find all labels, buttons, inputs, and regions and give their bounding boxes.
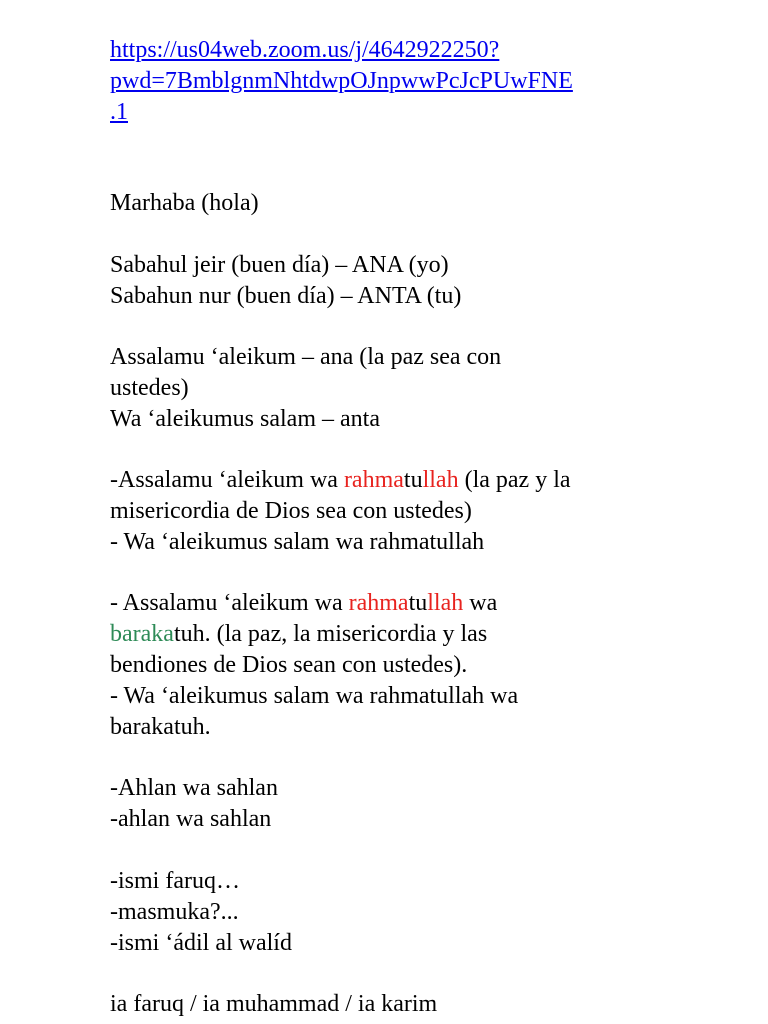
text-segment: - Assalamu ‘aleikum wa: [110, 590, 349, 616]
ismi-reply-line: -ismi ‘ádil al walíd: [110, 930, 292, 956]
highlight-llah: llah: [422, 467, 459, 493]
text-segment: tuh. (la paz, la misericordia y las: [173, 621, 488, 647]
rahma-reply-line: - Wa ‘aleikumus salam wa rahmatullah: [110, 529, 485, 555]
baraka-greeting-line-continued: [110, 619, 487, 650]
zoom-link-line-2[interactable]: pwd=7BmblgnmNhtdwpOJnpwwPcJcPUwFNE: [110, 68, 573, 94]
highlight-rahma: rahma: [348, 590, 409, 616]
highlight-llah: llah: [427, 590, 464, 616]
ahlan-reply-line: -ahlan wa sahlan: [110, 806, 272, 832]
ismi-line: -ismi faruq…: [110, 868, 240, 894]
zoom-link-line-1[interactable]: https://us04web.zoom.us/j/4642922250?: [110, 37, 500, 63]
masmuka-line: -masmuka?...: [110, 899, 239, 925]
morning-reply-line: Sabahun nur (buen día) – ANTA (tu): [110, 283, 462, 309]
salam-line-continued: ustedes): [110, 375, 189, 401]
text-segment: (la paz y la: [458, 467, 571, 493]
greeting-line: Marhaba (hola): [110, 190, 259, 216]
rahma-greeting-line: [110, 465, 571, 496]
rahma-translation-line: misericordia de Dios sea con ustedes): [110, 498, 472, 524]
ahlan-line: -Ahlan wa sahlan: [110, 775, 278, 801]
highlight-rahma: rahma: [343, 467, 404, 493]
text-segment: wa: [463, 590, 498, 616]
zoom-link-line-3[interactable]: .1: [110, 99, 128, 125]
baraka-translation-line: bendiones de Dios sean con ustedes).: [110, 652, 468, 678]
baraka-reply-line-continued: barakatuh.: [110, 714, 211, 740]
text-segment: -Assalamu ‘aleikum wa: [110, 467, 344, 493]
text-segment: tu: [408, 590, 428, 616]
names-line: ia faruq / ia muhammad / ia karim: [110, 991, 438, 1017]
highlight-baraka: baraka: [110, 621, 174, 647]
baraka-greeting-line: [110, 588, 497, 619]
text-segment: tu: [403, 467, 423, 493]
morning-greeting-line: Sabahul jeir (buen día) – ANA (yo): [110, 252, 449, 278]
salam-reply-line: Wa ‘aleikumus salam – anta: [110, 406, 380, 432]
salam-line: Assalamu ‘aleikum – ana (la paz sea con: [110, 344, 502, 370]
baraka-reply-line: - Wa ‘aleikumus salam wa rahmatullah wa: [110, 683, 519, 709]
